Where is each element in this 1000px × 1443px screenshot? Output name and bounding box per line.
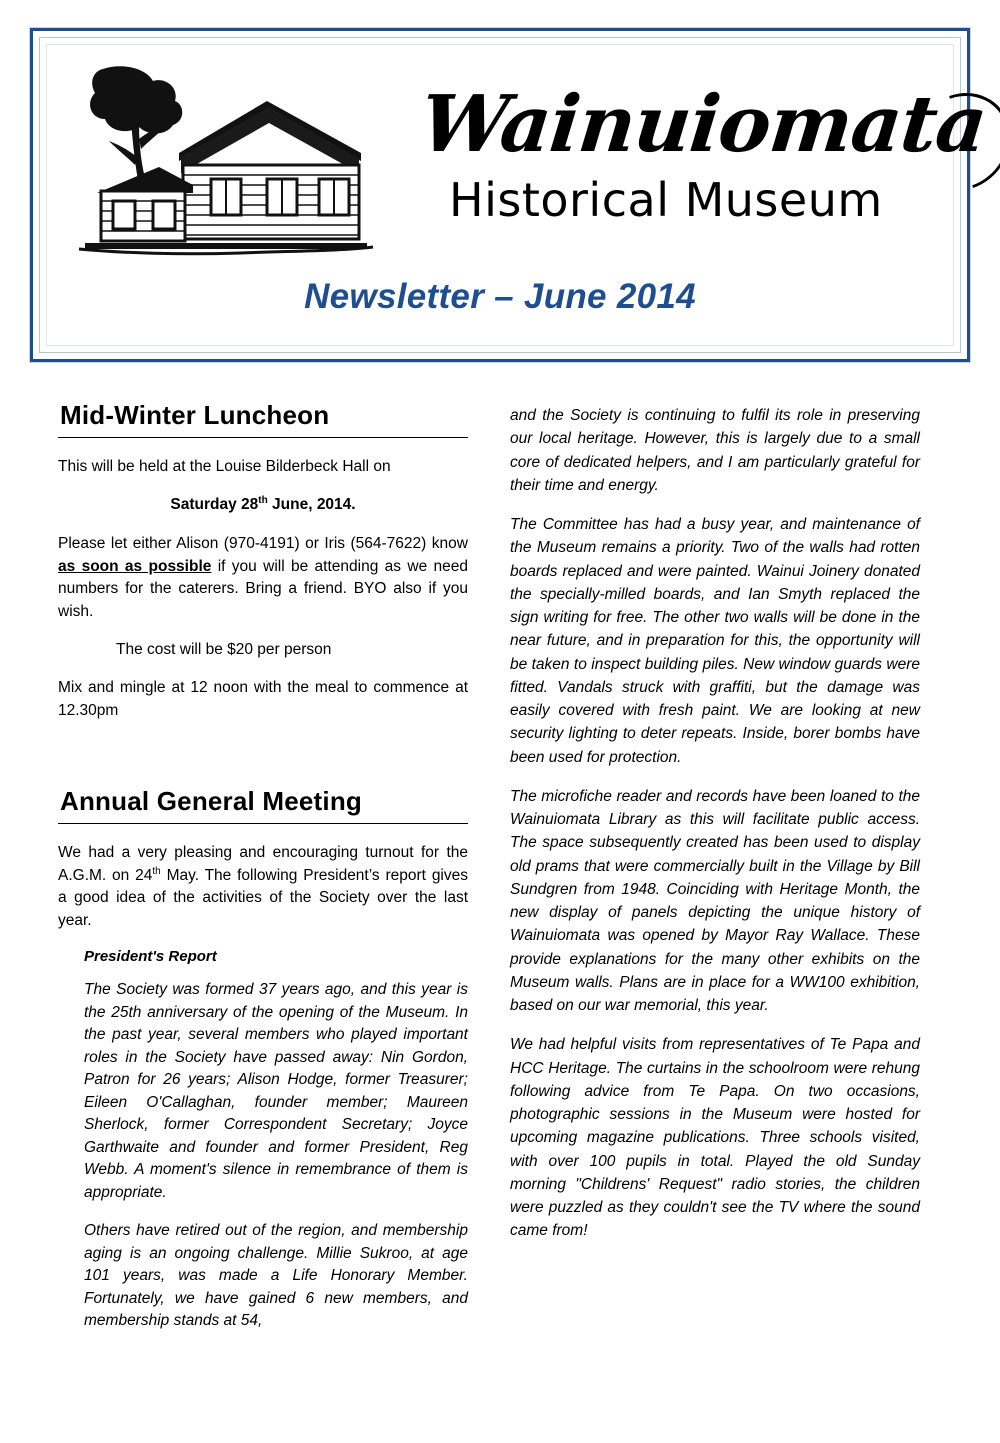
section-spacer (58, 738, 468, 786)
luncheon-rsvp-text (58, 533, 468, 623)
agm-intro-part-a: We had a very pleasing and encouraging turnout for the A.G.M. on 24 (58, 844, 468, 884)
luncheon-venue-text: This will be held at the Louise Bilderbeck Hall on (58, 458, 391, 475)
newsletter-issue-title: Newsletter – June 2014 (304, 277, 696, 316)
right-column (510, 400, 920, 1348)
masthead-content (46, 44, 991, 346)
masthead-border-inner (39, 37, 991, 353)
luncheon-timing-text: Mix and mingle at 12 noon with the meal to commence at 12.30pm (58, 679, 468, 719)
presidents-report-heading: President's Report (84, 948, 217, 966)
luncheon-date-prefix: Saturday 28 (170, 496, 259, 514)
agm-date-ordinal: th (152, 865, 161, 877)
rsvp-emphasis: as soon as possible (58, 557, 212, 575)
rsvp-part-a: Please let either Alison (970-4191) or Iris (564-7622) know (58, 535, 468, 553)
section-heading-luncheon: Mid-Winter Luncheon (60, 400, 330, 430)
luncheon-cost-text: The cost will be $20 per person (116, 640, 332, 658)
museum-building-illustration (61, 55, 391, 276)
section-heading-agm: Annual General Meeting (60, 786, 363, 817)
newsletter-body (58, 400, 942, 1348)
rsvp-part-b: if you will be attending as we need numbers for the caterers. Bring a friend. BYO also if you wish. (58, 557, 468, 620)
luncheon-date-suffix: June, 2014. (267, 496, 356, 514)
left-column (58, 400, 468, 1348)
heading-rule (58, 823, 468, 824)
report-continuation-paragraph-4: We had helpful visits from representatives of Te Papa and HCC Heritage. The curtains in the schoolroom were rehung following advice from Te Papa. On two occasions, photographic sessions in the Museum were hosted for upcoming magazine publications. Three schools visited, with over 100 pupils in total. Played the old Sunday morning "Childrens' Request" radio stories, the children were puzzled as they couldn't see the TV where the sound came from! (510, 1036, 920, 1240)
report-continuation-paragraph-1: and the Society is continuing to fulfil its role in preserving our local heritage. However, this is largely due to a small core of dedicated helpers, and I am particularly grateful for their time and energy. (510, 407, 920, 494)
luncheon-date-ordinal: th (258, 495, 268, 507)
masthead (30, 28, 991, 362)
presidents-report-paragraph-1: The Society was formed 37 years ago, and this year is the 25th anniversary of the opening of the Museum. In the past year, several members who played important roles in the Society have passed away: Nin Gordon, Patron for 26 years; Alison Hodge, former Treasurer; Eileen O'Callaghan, founder member; Maureen Sherlock, former Correspondent Secretary; Joyce Garthwaite and founder and former President, Reg Webb. A moment's silence in remembrance of them is appropriate. (84, 981, 468, 1201)
masthead-top-row (61, 55, 991, 273)
presidents-report-paragraph-2: Others have retired out of the region, and membership aging is an ongoing challenge. Millie Sukroo, at age 101 years, was made a Life Honorary Member. Fortunately, we have gained 6 new members, and membership stands at 54, (84, 1222, 468, 1329)
masthead-titles (391, 55, 991, 273)
agm-intro-text (58, 842, 468, 932)
heading-rule (58, 437, 468, 438)
report-continuation-paragraph-2: The Committee has had a busy year, and maintenance of the Museum remains a priority. Two of the walls had rotten boards replaced and were painted. Wainui Joinery donated the specially-milled boards, and Ian Smyth replaced the sign writing for free. The other two walls will be done in the near future, and in preparation for this, the opportunity will be taken to inspect building piles. New window guards were fitted. Vandals struck with graffiti, but the damage was easily covered with fresh paint. We are looking at new security lighting to deter repeats. Inside, borer bombs have been used for protection. (510, 516, 920, 766)
report-continuation-paragraph-3: The microfiche reader and records have been loaned to the Wainuiomata Library as this will facilitate public access. The space subsequently created has been used to display old prams that were commercially built in the Village by Bill Sundgren from 1948. Coinciding with Heritage Month, the new display of panels depicting the unique history of Wainuiomata was opened by Mayor Ray Wallace. These provide explanations for the many other exhibits on the Museum walls. Plans are in place for a WW100 exhibition, based on our war memorial, this year. (510, 787, 920, 1014)
museum-sub-title: Historical Museum (449, 173, 883, 227)
luncheon-date-line (58, 494, 468, 517)
museum-script-title: Wainuiomata (416, 79, 991, 170)
agm-intro-part-b: May. The following President’s report gives a good idea of the activities of the Society over the last year. (58, 867, 468, 929)
